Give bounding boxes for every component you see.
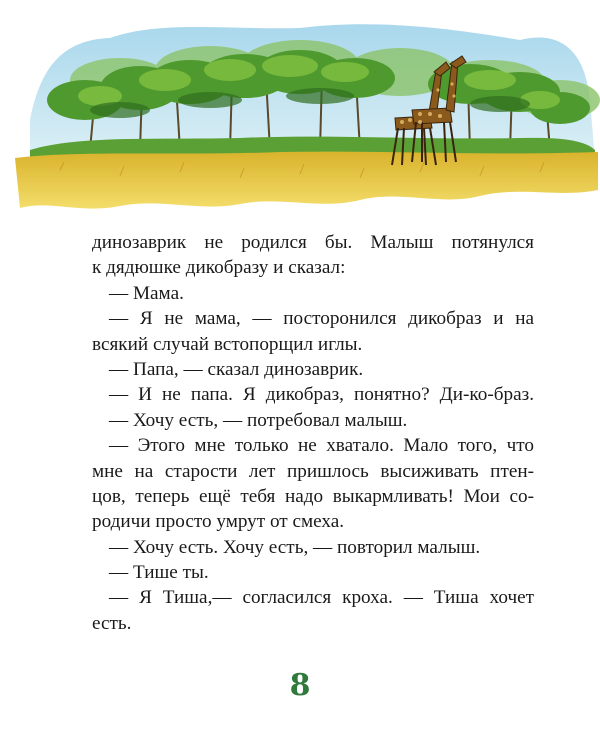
story-line: к дядюшке дикобразу и сказал: — [92, 257, 346, 279]
story-line: — И не папа. Я дикобраз, понятно? Ди-ко-браз. — [109, 384, 534, 406]
story-line: — Мама. — [109, 282, 184, 304]
grass-field — [15, 152, 598, 209]
story-line: мне на старости лет пришлось высиживать птен- — [92, 460, 534, 482]
story-line: родичи просто умрут от смеха. — [92, 511, 345, 533]
page-number: 8 — [289, 668, 311, 703]
story-line: цов, теперь ещё тебя надо выкармливать! Мои со- — [92, 485, 534, 507]
story-line: динозаврик не родился бы. Малыш потянулся — [92, 232, 534, 253]
story-line: — Хочу есть. Хочу есть, — повторил малыш. — [109, 536, 481, 558]
story-line: — Этого мне только не хватало. Мало того, что — [109, 435, 534, 457]
story-line: — Я не мама, — посторонился дикобраз и на — [109, 308, 534, 330]
story-line: — Хочу есть, — потребовал малыш. — [109, 409, 408, 431]
story-text — [92, 230, 534, 636]
story-line: всякий случай встопорщил иглы. — [92, 333, 363, 355]
story-line: — Я Тиша,— согласился кроха. — Тиша хочет — [109, 587, 534, 609]
story-line: — Тише ты. — [109, 562, 209, 584]
story-line: — Папа, — сказал динозаврик. — [109, 358, 364, 380]
savanna-giraffes-illustration — [0, 0, 600, 220]
story-line: есть. — [92, 612, 132, 634]
